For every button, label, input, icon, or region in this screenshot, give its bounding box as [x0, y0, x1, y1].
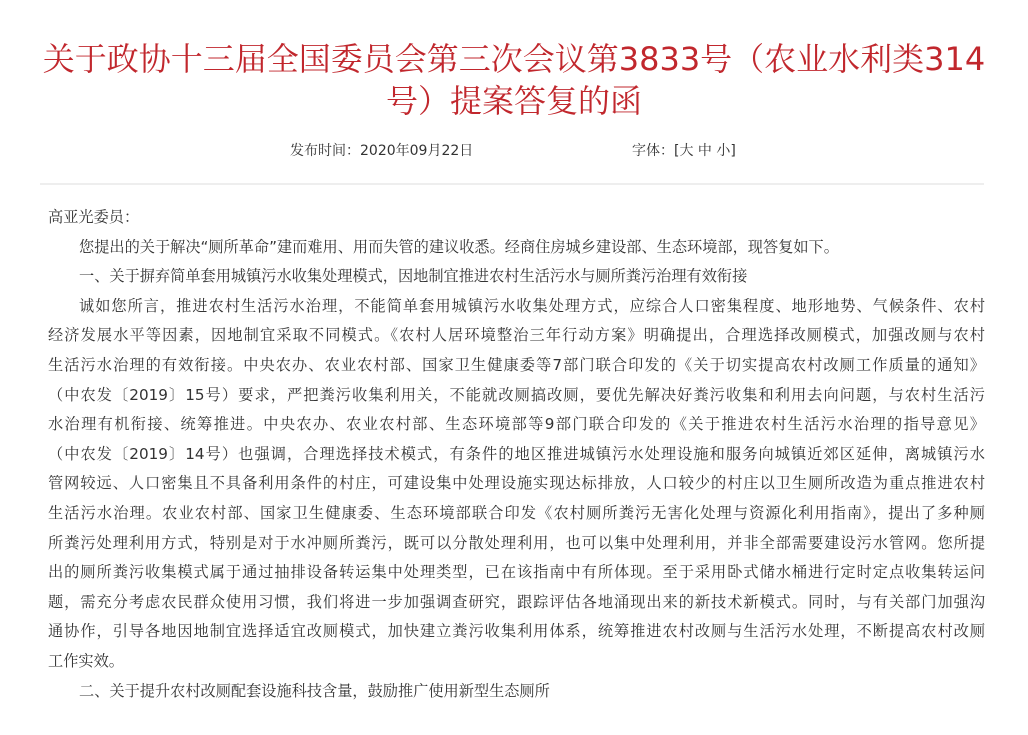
publish-label: 发布时间：	[290, 143, 360, 159]
text-line: 一、关于摒弃简单套用城镇污水收集处理模式，因地制宜推进农村生活污水与厕所粪污治理有效衔接	[79, 267, 748, 286]
article-body	[48, 203, 985, 706]
font-size-label: 字体：	[632, 143, 674, 159]
paragraph	[48, 233, 985, 263]
text-line: 水治理有机衔接、统筹推进。中央农办、农业农村部、生态环境部等9部门联合印发的《关于推进农村生活污水治理的指导意见》	[48, 415, 985, 434]
title-line-2: 号）提案答复的函	[385, 82, 642, 120]
text-line: 管网较远、人口密集且不具备利用条件的村庄，可建设集中处理设施实现达标排放，人口较少的村庄以卫生厕所改造为重点推进农村	[48, 474, 985, 493]
text-line: 您提出的关于解决“厕所革命”建而难用、用而失管的建议收悉。经商住房城乡建设部、生态环境部，现答复如下。	[79, 237, 839, 256]
text-line: 通协作，引导各地因地制宜选择适宜改厕模式，加快建立粪污收集利用体系，统筹推进农村改厕与生活污水处理，不断提高农村改厕	[48, 622, 985, 641]
text-line: 所粪污处理利用方式，特别是对于水冲厕所粪污，既可以分散处理利用，也可以集中处理利用，并非全部需要建设污水管网。您所提	[48, 533, 985, 552]
publish-date-value: 2020年09月22日	[360, 143, 474, 159]
text-line: 诚如您所言，推进农村生活污水治理，不能简单套用城镇污水收集处理方式，应综合人口密集程度、地形地势、气候条件、农村	[79, 296, 985, 315]
text-line: 出的厕所粪污收集模式属于通过抽排设备转运集中处理类型，已在该指南中有所体现。至于采用卧式储水桶进行定时定点收集转运问	[48, 563, 985, 582]
page-title	[20, 38, 1008, 122]
title-line-1: 关于政协十三届全国委员会第三次会议第3833号（农业水利类314	[42, 40, 986, 78]
text-line: （中农发〔2019〕14号）也强调，合理选择技术模式，有条件的地区推进城镇污水处理设施和服务向城镇近郊区延伸，离城镇污水	[48, 444, 985, 463]
bracket-open: [	[674, 143, 680, 159]
bracket-close: ]	[730, 143, 736, 159]
publish-date	[290, 140, 473, 162]
header-divider	[40, 183, 984, 185]
section-heading	[48, 677, 985, 707]
text-line: 经济发展水平等因素，因地制宜采取不同模式。《农村人居环境整治三年行动方案》明确提出，合理选择改厕模式，加强改厕与农村	[48, 326, 985, 345]
text-line: 二、关于提升农村改厕配套设施科技含量，鼓励推广使用新型生态厕所	[79, 681, 550, 700]
text-line: （中农发〔2019〕15号）要求，严把粪污收集利用关，不能就改厕搞改厕，要优先解决好粪污收集和利用去向问题，与农村生活污	[48, 385, 985, 404]
font-medium-link[interactable]: 中	[697, 143, 712, 159]
font-small-link[interactable]: 小	[716, 143, 731, 159]
font-size-selector	[632, 140, 736, 162]
section-heading	[48, 262, 985, 292]
text-line: 工作实效。	[48, 651, 124, 670]
text-line: 题，需充分考虑农民群众使用习惯，我们将进一步加强调查研究，跟踪评估各地涌现出来的新技术新模式。同时，与有关部门加强沟	[48, 592, 985, 611]
font-large-link[interactable]: 大	[679, 143, 694, 159]
text-line: 生活污水治理的有效衔接。中央农办、农业农村部、国家卫生健康委等7部门联合印发的《关于切实提高农村改厕工作质量的通知》	[48, 355, 985, 374]
text-line: 生活污水治理。农业农村部、国家卫生健康委、生态环境部联合印发《农村厕所粪污无害化处理与资源化利用指南》，提出了多种厕	[48, 503, 985, 522]
salutation: 高亚光委员：	[48, 208, 140, 226]
paragraph	[48, 292, 985, 677]
meta-row	[0, 140, 1028, 162]
